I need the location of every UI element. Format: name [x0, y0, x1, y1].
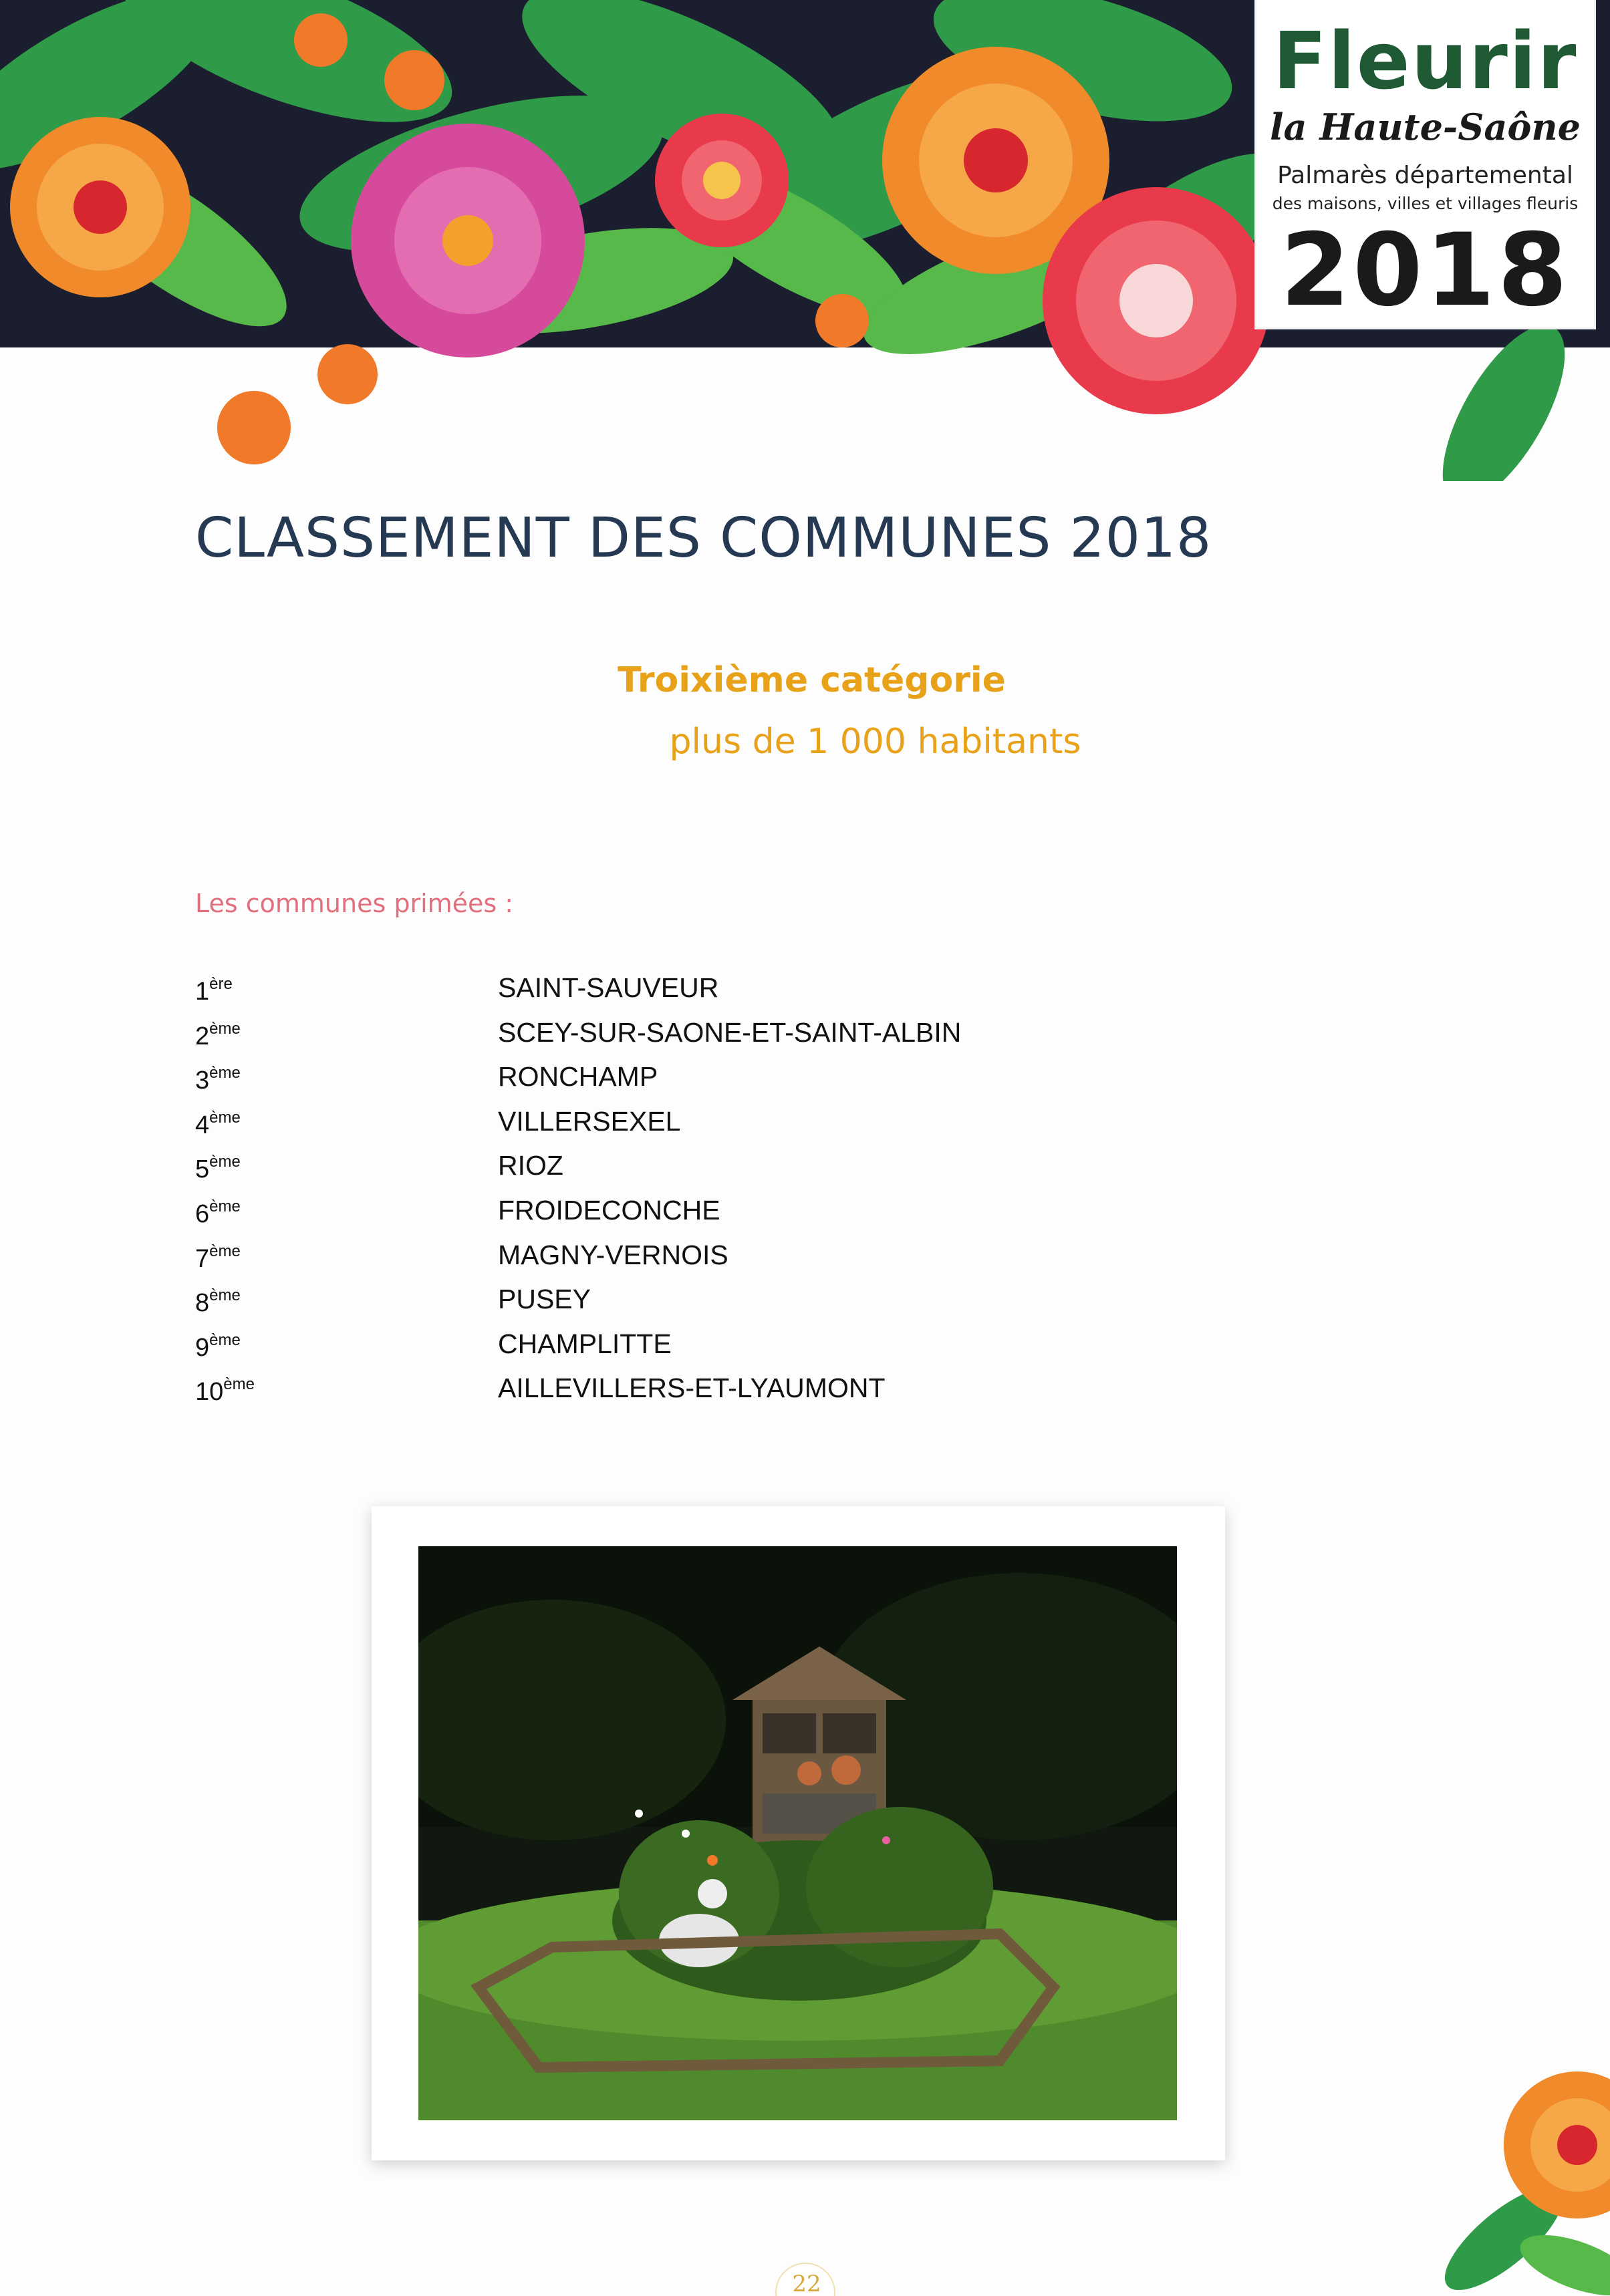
ranking-row — [195, 1328, 1264, 1373]
ranking-row — [195, 972, 1264, 1017]
corner-flower-illustration — [1444, 2065, 1610, 2296]
logo-tagline: Palmarès départemental — [1277, 162, 1573, 189]
commune-name: AILLEVILLERS-ET-LYAUMONT — [498, 1373, 886, 1404]
rank-number: 10ème — [195, 1375, 255, 1407]
commune-name: MAGNY-VERNOIS — [498, 1239, 728, 1270]
commune-name: RIOZ — [498, 1150, 563, 1181]
commune-name: FROIDECONCHE — [498, 1194, 720, 1226]
ranking-row — [195, 1373, 1264, 1417]
category-title: Troixième catégorie — [618, 660, 1006, 700]
logo-subtitle: la Haute-Saône — [1270, 106, 1581, 148]
ranking-row — [195, 1017, 1264, 1062]
ranking-row — [195, 1240, 1264, 1284]
rank-number: 8ème — [195, 1286, 241, 1318]
rank-number: 6ème — [195, 1197, 241, 1228]
page-number: 22 — [792, 2271, 821, 2296]
logo-year: 2018 — [1280, 212, 1571, 329]
ranking-list — [195, 972, 1264, 1417]
ranking-row — [195, 1284, 1264, 1328]
logo-title: Fleurir — [1272, 15, 1578, 107]
garden-insect-hotel-photo — [418, 1546, 1177, 2120]
commune-name: VILLERSEXEL — [498, 1105, 681, 1137]
rank-number: 1ère — [195, 975, 233, 1006]
rank-number: 5ème — [195, 1153, 241, 1184]
ranking-row — [195, 1061, 1264, 1106]
category-subtitle: plus de 1 000 habitants — [669, 722, 1081, 762]
page-title: CLASSEMENT DES COMMUNES 2018 — [195, 507, 1212, 570]
logo-tagline-detail: des maisons, villes et villages fleuris — [1272, 194, 1579, 213]
page-number-badge — [775, 2263, 835, 2296]
commune-name: PUSEY — [498, 1284, 591, 1315]
ranking-row — [195, 1195, 1264, 1240]
commune-name: RONCHAMP — [498, 1061, 658, 1093]
ranking-row — [195, 1150, 1264, 1195]
fleurir-logo — [1256, 0, 1594, 327]
rank-number: 2ème — [195, 1019, 241, 1050]
commune-name: SAINT-SAUVEUR — [498, 972, 719, 1003]
rank-number: 3ème — [195, 1064, 241, 1095]
ranking-row — [195, 1106, 1264, 1151]
rank-number: 9ème — [195, 1330, 241, 1362]
commune-name: SCEY-SUR-SAONE-ET-SAINT-ALBIN — [498, 1016, 962, 1048]
list-heading: Les communes primées : — [195, 889, 514, 918]
commune-name: CHAMPLITTE — [498, 1328, 672, 1359]
rank-number: 7ème — [195, 1242, 241, 1273]
photo-frame — [372, 1506, 1225, 2160]
rank-number: 4ème — [195, 1108, 241, 1139]
